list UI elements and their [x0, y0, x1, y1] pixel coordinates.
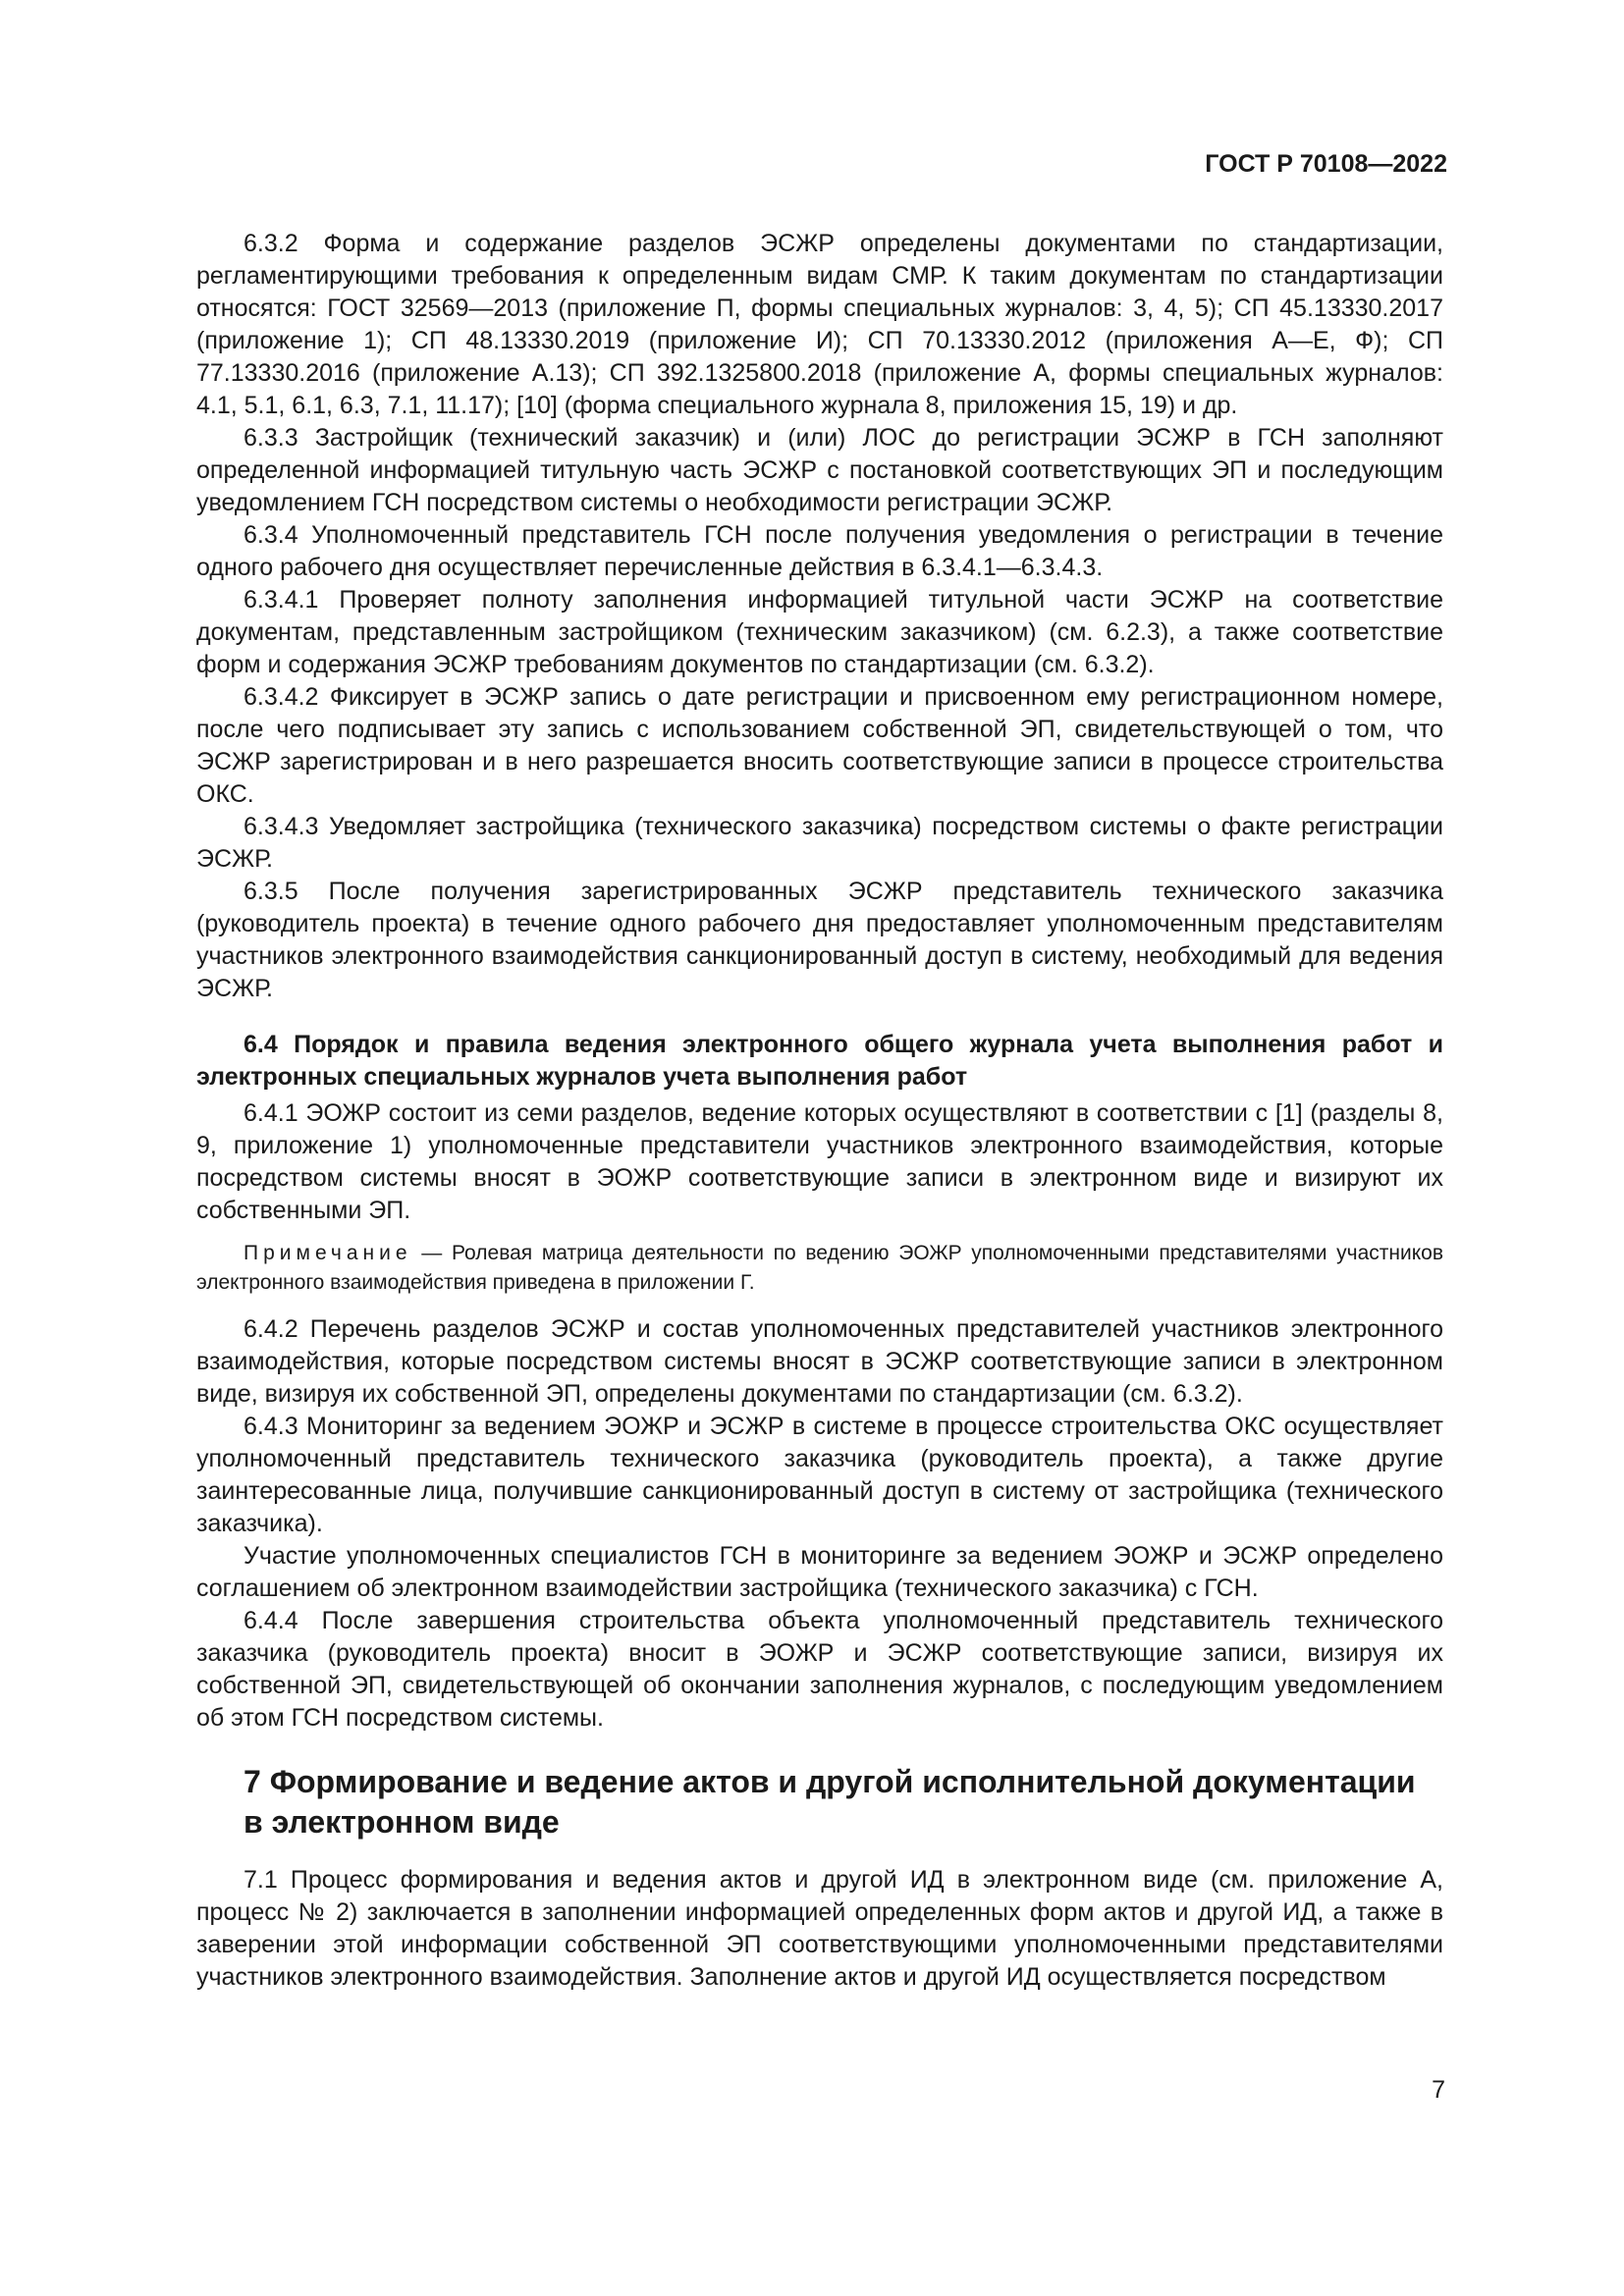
note: [196, 1239, 1443, 1298]
paragraph-6-4-2: 6.4.2 Перечень разделов ЭСЖР и состав уполномоченных представителей участников электронного взаимодействия, которые посредством системы вносят в ЭСЖР соответствующие записи в электронном виде, визируя их собственной ЭП, определены документами по стандартизации (см. 6.3.2).: [196, 1315, 1443, 1408]
note-label: Примечание: [244, 1242, 412, 1264]
paragraph-6-3-4-2: 6.3.4.2 Фиксирует в ЭСЖР запись о дате регистрации и присвоенном ему регистрационном номере, после чего подписывает эту запись с использованием собственной ЭП, свидетельствующей о том, что ЭСЖР зарегистрирован и в него разрешается вносить соответствующие записи в процессе строительства ОКС.: [196, 683, 1443, 808]
paragraph-6-4-4: 6.4.4 После завершения строительства объекта уполномоченный представитель технического заказчика (руководитель проекта) вносит в ЭОЖР и ЭСЖР соответствующие записи, визируя их собственной ЭП, свидетельствующей об окончании заполнения журналов, с последующим уведомлением об этом ГСН посредством системы.: [196, 1607, 1443, 1732]
note-text: — Ролевая матрица деятельности по ведению ЭОЖР уполномоченными представителями участников электронного взаимодействия приведена в приложении Г.: [196, 1242, 1443, 1294]
paragraph-6-4-1: 6.4.1 ЭОЖР состоит из семи разделов, ведение которых осуществляют в соответствии с [1] (разделы 8, 9, приложение 1) уполномоченные представители участников электронного взаимодействия, которые посредством системы вносят в ЭОЖР соответствующие записи в электронном виде и визируют их собственными ЭП.: [196, 1099, 1443, 1224]
section-heading-7: 7 Формирование и ведение актов и другой исполнительной документации в электронном виде: [244, 1764, 1416, 1840]
paragraph-6-4-3: 6.4.3 Мониторинг за ведением ЭОЖР и ЭСЖР в системе в процессе строительства ОКС осуществляет уполномоченный представитель технического заказчика (руководитель проекта), а также другие заинтересованные лица, получившие санкционированный доступ в систему от застройщика (технического заказчика).: [196, 1413, 1443, 1537]
document-code: ГОСТ Р 70108—2022: [1205, 150, 1447, 178]
page-content: [196, 228, 1443, 1994]
paragraph-7-1: 7.1 Процесс формирования и ведения актов и другой ИД в электронном виде (см. приложение А, процесс № 2) заключается в заполнении информацией определенных форм актов и другой ИД, а также в заверении этой информации собственной ЭП соответствующими уполномоченными представителями участников электронного взаимодействия. Заполнение актов и другой ИД осуществляется посредством: [196, 1866, 1443, 1991]
paragraph-6-3-3: 6.3.3 Застройщик (технический заказчик) и (или) ЛОС до регистрации ЭСЖР в ГСН заполняют определенной информацией титульную часть ЭСЖР с постановкой соответствующих ЭП и последующим уведомлением ГСН посредством системы о необходимости регистрации ЭСЖР.: [196, 424, 1443, 516]
paragraph-6-3-4: 6.3.4 Уполномоченный представитель ГСН после получения уведомления о регистрации в течение одного рабочего дня осуществляет перечисленные действия в 6.3.4.1—6.3.4.3.: [196, 521, 1443, 581]
paragraph-6-3-5: 6.3.5 После получения зарегистрированных ЭСЖР представитель технического заказчика (руководитель проекта) в течение одного рабочего дня предоставляет уполномоченным представителям участников электронного взаимодействия санкционированный доступ в систему, необходимый для ведения ЭСЖР.: [196, 878, 1443, 1002]
paragraph-6-3-2: 6.3.2 Форма и содержание разделов ЭСЖР определены документами по стандартизации, регламентирующими требования к определенным видам СМР. К таким документам по стандартизации относятся: ГОСТ 32569—2013 (приложение П, формы специальных журналов: 3, 4, 5); СП 45.13330.2017 (приложение 1); СП 48.13330.2019 (приложение И); СП 70.13330.2012 (приложения А—Е, Ф); СП 77.13330.2016 (приложение А.13); СП 392.1325800.2018 (приложение А, формы специальных журналов: 4.1, 5.1, 6.1, 6.3, 7.1, 11.17); [10] (форма специального журнала 8, приложения 15, 19) и др.: [196, 230, 1443, 419]
paragraph-6-4-3-continued: Участие уполномоченных специалистов ГСН в мониторинге за ведением ЭОЖР и ЭСЖР определено соглашением об электронном взаимодействии застройщика (технического заказчика) с ГСН.: [196, 1542, 1443, 1602]
paragraph-6-3-4-3: 6.3.4.3 Уведомляет застройщика (технического заказчика) посредством системы о факте регистрации ЭСЖР.: [196, 813, 1443, 873]
subsection-heading-6-4: 6.4 Порядок и правила ведения электронного общего журнала учета выполнения работ и электронных специальных журналов учета выполнения работ: [196, 1031, 1443, 1091]
paragraph-6-3-4-1: 6.3.4.1 Проверяет полноту заполнения информацией титульной части ЭСЖР на соответствие документам, представленным застройщиком (техническим заказчиком) (см. 6.2.3), а также соответствие форм и содержания ЭСЖР требованиям документов по стандартизации (см. 6.3.2).: [196, 586, 1443, 678]
page-number: 7: [1432, 2076, 1445, 2104]
